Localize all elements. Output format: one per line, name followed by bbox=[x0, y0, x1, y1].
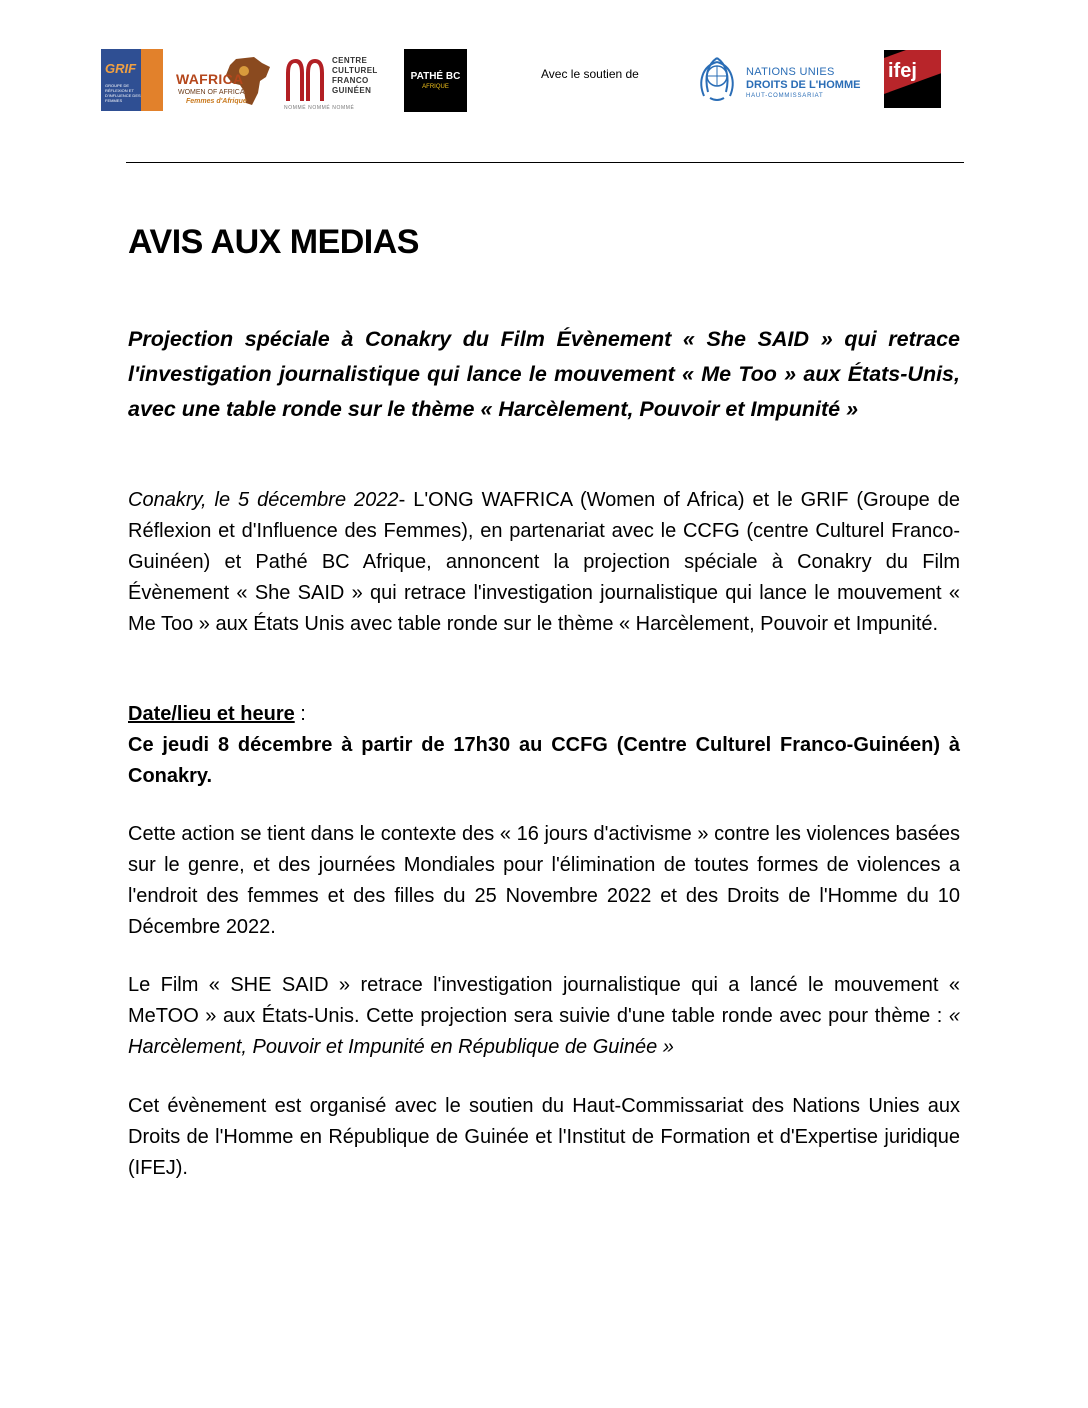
paragraph-intro bbox=[128, 485, 960, 640]
ccfg-line: CULTUREL bbox=[332, 66, 378, 75]
date-place-label: Date/lieu et heure bbox=[128, 703, 295, 725]
ifej-logo-word: ifej bbox=[888, 60, 917, 82]
wafrica-logo-name: WAFRICA bbox=[176, 71, 244, 87]
support-text: Avec le soutien de bbox=[541, 67, 639, 81]
round-table-theme: « Harcèlement, Pouvoir et Impunité en République de Guinée » bbox=[128, 1005, 960, 1058]
pathe-logo-subtitle: AFRIQUE bbox=[422, 84, 449, 90]
grif-logo bbox=[101, 49, 163, 111]
ccfg-logo bbox=[284, 55, 394, 113]
un-emblem-icon bbox=[694, 52, 740, 104]
header-divider bbox=[126, 162, 964, 163]
wafrica-logo-french: Femmes d'Afrique bbox=[186, 98, 247, 105]
ccfg-line: FRANCO bbox=[332, 76, 369, 85]
un-logo-line2: DROITS DE L'HOMME bbox=[746, 79, 861, 91]
grif-logo-tagline: GROUPE DE RÉFLEXION ET D'INFLUENCE DES FEMMES bbox=[105, 83, 141, 103]
ccfg-line: CENTRE bbox=[332, 56, 368, 65]
date-place-value: Ce jeudi 8 décembre à partir de 17h30 au CCFG (Centre Culturel Franco-Guinéen) à Conakry. bbox=[128, 734, 960, 787]
paragraph-film-text: Le Film « SHE SAID » retrace l'investigation journalistique qui a lancé le mouvement « MeTOO » aux États-Unis. Cette projection sera suivie d'une table ronde avec pour thème : bbox=[128, 974, 960, 1027]
ccfg-arch-icon bbox=[284, 57, 326, 101]
page-title: AVIS AUX MEDIAS bbox=[128, 223, 419, 261]
pathe-logo bbox=[404, 49, 467, 112]
ccfg-logo-footer: NOMMÉ NOMMÉ NOMMÉ bbox=[284, 105, 355, 111]
dateline: Conakry, le 5 décembre 2022 bbox=[128, 489, 399, 511]
document-subtitle: Projection spéciale à Conakry du Film Évènement « She SAID » qui retrace l'investigation journalistique qui lance le mouvement « Me Too » aux États-Unis, avec une table ronde sur le thème « Harcèlement, Pouvoir et Impunité » bbox=[128, 327, 960, 421]
paragraph-intro-text: - L'ONG WAFRICA (Women of Africa) et le GRIF (Groupe de Réflexion et d'Influence des Femmes), en partenariat avec le CCFG (centre Culturel Franco-Guinéen) et Pathé BC Afrique, annoncent la projection spéciale à Conakry du Film Évènement « She SAID » qui retrace l'investigation journalistique qui lance le mouvement « Me Too » aux États Unis avec table ronde sur le thème « Harcèlement, Pouvoir et Impunité. bbox=[128, 489, 961, 635]
date-place-block bbox=[128, 699, 960, 792]
pathe-logo-title: PATHÉ BC bbox=[410, 71, 461, 82]
un-logo-line3: HAUT-COMMISSARIAT bbox=[746, 93, 824, 99]
paragraph-context: Cette action se tient dans le contexte des « 16 jours d'activisme » contre les violences basées sur le genre, et des journées Mondiales pour l'élimination de toutes formes de violences a l'endroit des femmes et des filles du 25 Novembre 2022 et des Droits de l'Homme du 10 Décembre 2022. bbox=[128, 823, 960, 938]
paragraph-support: Cet évènement est organisé avec le soutien du Haut-Commissariat des Nations Unies aux Droits de l'Homme en République de Guinée et l'Institut de Formation et d'Expertise juridique (IFEJ). bbox=[128, 1095, 960, 1179]
date-place-separator: : bbox=[294, 703, 306, 725]
ccfg-line: GUINÉEN bbox=[332, 86, 372, 95]
wafrica-logo bbox=[176, 55, 276, 111]
grif-logo-word: GRIF bbox=[105, 61, 137, 76]
un-human-rights-logo bbox=[694, 50, 874, 108]
ccfg-logo-text bbox=[332, 56, 378, 96]
un-logo-line1: NATIONS UNIES bbox=[746, 66, 835, 78]
paragraph-film bbox=[128, 970, 960, 1063]
ifej-logo bbox=[884, 50, 941, 108]
wafrica-logo-subtitle: WOMEN OF AFRICA bbox=[178, 89, 245, 96]
